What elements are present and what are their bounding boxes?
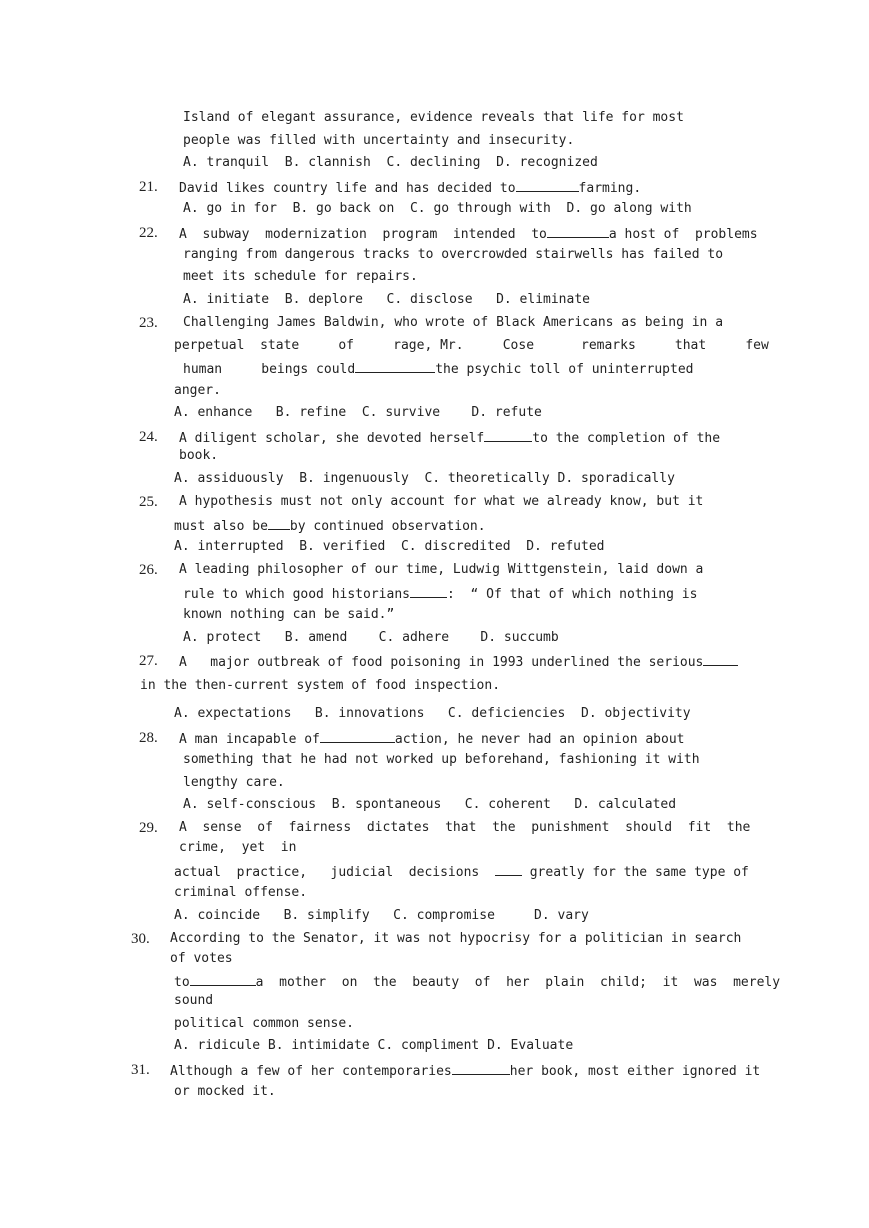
q29-line-4: criminal offense.: [174, 885, 308, 900]
q22-options: A. initiate B. deplore C. disclose D. eliminate: [183, 292, 590, 307]
q25-line-1: A hypothesis must not only account for what we already know, but it: [179, 494, 704, 509]
q26-stem-b: : “ Of that of which nothing is: [446, 587, 698, 602]
q20-line-1: Island of elegant assurance, evidence reveals that life for most: [183, 110, 684, 125]
q24-line-2: book.: [179, 448, 219, 463]
q23-stem-a: human beings could: [183, 362, 356, 377]
q28-line-2: something that he had not worked up beforehand, fashioning it with: [183, 752, 700, 767]
q23-number: 23.: [139, 315, 158, 331]
q22-blank: [547, 225, 609, 238]
q29-number: 29.: [139, 820, 158, 836]
q24-stem-a: A diligent scholar, she devoted herself: [179, 431, 485, 446]
q29-options: A. coincide B. simplify C. compromise D. vary: [174, 908, 589, 923]
q28-stem-a: A man incapable of: [179, 732, 320, 747]
q20-line-2: people was filled with uncertainty and insecurity.: [183, 133, 575, 148]
q26-blank: [410, 585, 447, 598]
q22-stem-b: a host of problems: [608, 227, 758, 242]
q29-blank: [495, 863, 522, 876]
q27-blank: [703, 653, 738, 666]
q25-options: A. interrupted B. verified C. discredited D. refuted: [174, 539, 605, 554]
q25-line-2: [174, 517, 486, 535]
q30-stem-b: a mother on the beauty of her plain child; it was merely: [255, 975, 781, 990]
q27-stem: [179, 653, 738, 671]
q26-line-1: A leading philosopher of our time, Ludwig Wittgenstein, laid down a: [179, 562, 704, 577]
q31-blank: [452, 1062, 510, 1075]
q29-stem-a: actual practice, judicial decisions: [174, 865, 495, 880]
q23-line-3: [183, 360, 693, 378]
q26-number: 26.: [139, 562, 158, 578]
q29-line-2: crime, yet in: [179, 840, 297, 855]
q24-options: A. assiduously B. ingenuously C. theoretically D. sporadically: [174, 471, 675, 486]
q21-stem-b: farming.: [578, 181, 642, 196]
q28-line-3: lengthy care.: [183, 775, 285, 790]
q31-stem-b: her book, most either ignored it: [509, 1064, 761, 1079]
q24-number: 24.: [139, 429, 158, 445]
q30-options: A. ridicule B. intimidate C. compliment D. Evaluate: [174, 1038, 574, 1053]
q29-stem-b: greatly for the same type of: [521, 865, 749, 880]
q23-line-2: perpetual state of rage, Mr. Cose remarks that few: [174, 338, 769, 353]
q21-stem-a: David likes country life and has decided to: [179, 181, 516, 196]
q27-number: 27.: [139, 653, 158, 669]
q25-stem-b: by continued observation.: [289, 519, 486, 534]
q22-stem-a: A subway modernization program intended to: [179, 227, 547, 242]
q30-line-2: of votes: [170, 951, 233, 966]
q21-options: A. go in for B. go back on C. go through with D. go along with: [183, 201, 692, 216]
q29-line-3: [174, 863, 749, 881]
q27-options: A. expectations B. innovations C. deficiencies D. objectivity: [174, 706, 691, 721]
q23-line-1: Challenging James Baldwin, who wrote of Black Americans as being in a: [183, 315, 724, 330]
q26-line-3: known nothing can be said.”: [183, 607, 395, 622]
q22-line-2: ranging from dangerous tracks to overcrowded stairwells has failed to: [183, 247, 724, 262]
q28-stem: [179, 730, 684, 748]
q28-options: A. self-conscious B. spontaneous C. coherent D. calculated: [183, 797, 677, 812]
q21-blank: [516, 179, 579, 192]
q24-blank: [484, 429, 532, 442]
q23-blank: [355, 360, 435, 373]
q29-line-1: A sense of fairness dictates that the punishment should fit the: [179, 820, 751, 835]
q28-blank: [320, 730, 395, 743]
q31-stem-a: Although a few of her contemporaries: [170, 1064, 452, 1079]
q23-stem-b: the psychic toll of uninterrupted: [435, 362, 694, 377]
q28-number: 28.: [139, 730, 158, 746]
q30-line-4: sound: [174, 993, 214, 1008]
q21-stem: [179, 179, 641, 197]
q31-line-2: or mocked it.: [174, 1084, 276, 1099]
q30-blank: [190, 973, 256, 986]
q30-line-3: [174, 973, 780, 991]
q20-options: A. tranquil B. clannish C. declining D. recognized: [183, 155, 598, 170]
q24-stem: [179, 429, 720, 447]
q27-stem-a: A major outbreak of food poisoning in 1993 underlined the serious: [179, 655, 704, 670]
q27-line-2: in the then-current system of food inspection.: [140, 678, 501, 693]
q30-stem-a: to: [174, 975, 190, 990]
q31-stem: [170, 1062, 760, 1080]
q23-options: A. enhance B. refine C. survive D. refute: [174, 405, 542, 420]
q23-line-4: anger.: [174, 383, 221, 398]
q26-line-2: [183, 585, 697, 603]
q25-blank: [268, 517, 290, 530]
q30-line-1: According to the Senator, it was not hypocrisy for a politician in search: [170, 931, 742, 946]
q25-stem-a: must also be: [174, 519, 268, 534]
q30-number: 30.: [131, 931, 150, 947]
q25-number: 25.: [139, 494, 158, 510]
q22-line-3: meet its schedule for repairs.: [183, 269, 418, 284]
q24-stem-b: to the completion of the: [532, 431, 721, 446]
q22-number: 22.: [139, 225, 158, 241]
q28-stem-b: action, he never had an opinion about: [394, 732, 685, 747]
q31-number: 31.: [131, 1062, 150, 1078]
q26-options: A. protect B. amend C. adhere D. succumb: [183, 630, 559, 645]
q21-number: 21.: [139, 179, 158, 195]
q30-line-5: political common sense.: [174, 1016, 355, 1031]
q22-stem: [179, 225, 758, 243]
q26-stem-a: rule to which good historians: [183, 587, 410, 602]
